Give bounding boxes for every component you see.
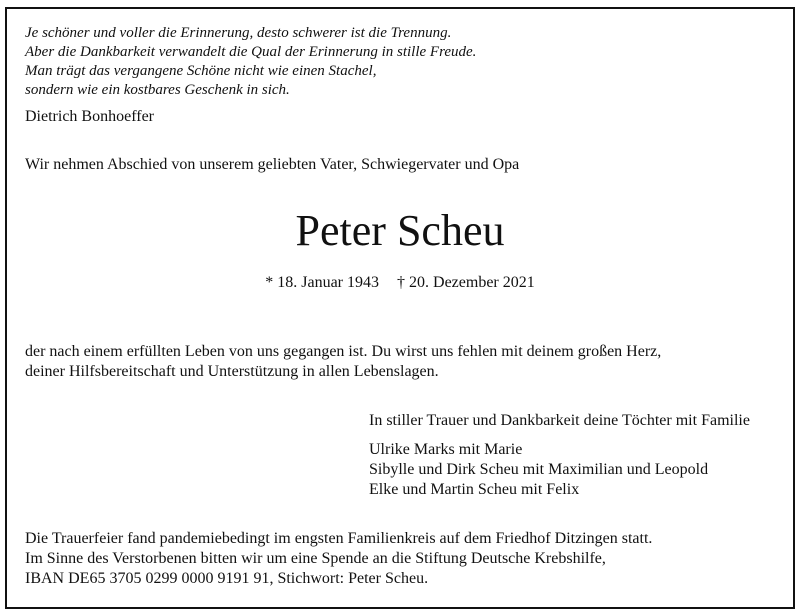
life-dates — [0, 275, 800, 291]
death-date: † 20. Dezember 2021 — [397, 274, 535, 291]
quote-line-1: Je schöner und voller die Erinnerung, desto schwerer ist die Trennung. — [25, 25, 452, 41]
family-member: Sibylle und Dirk Scheu mit Maximilian und Leopold — [369, 461, 709, 478]
message-line-1: der nach einem erfüllten Leben von uns gegangen ist. Du wirst uns fehlen mit deinem großen Herz, — [25, 343, 662, 360]
deceased-name: Peter Scheu — [295, 206, 505, 255]
family-heading: In stiller Trauer und Dankbarkeit deine Töchter mit Familie — [369, 412, 750, 429]
footer-line-1: Die Trauerfeier fand pandemiebedingt im engsten Familienkreis auf dem Friedhof Ditzingen statt. — [25, 530, 653, 547]
quote-line-2: Aber die Dankbarkeit verwandelt die Qual der Erinnerung in stille Freude. — [25, 44, 477, 60]
intro-text: Wir nehmen Abschied von unserem geliebten Vater, Schwiegervater und Opa — [25, 156, 520, 173]
birth-date: * 18. Januar 1943 — [265, 274, 380, 291]
footer-line-2: Im Sinne des Verstorbenen bitten wir um eine Spende an die Stiftung Deutsche Krebshilfe, — [25, 550, 606, 567]
quote-line-4: sondern wie ein kostbares Geschenk in sich. — [25, 82, 290, 98]
footer-line-3: IBAN DE65 3705 0299 0000 9191 91, Stichwort: Peter Scheu. — [25, 570, 429, 587]
message-line-2: deiner Hilfsbereitschaft und Unterstützung in allen Lebenslagen. — [25, 363, 439, 380]
family-member: Elke und Martin Scheu mit Felix — [369, 481, 580, 498]
quote-author: Dietrich Bonhoeffer — [25, 108, 154, 125]
quote-line-3: Man trägt das vergangene Schöne nicht wie einen Stachel, — [25, 63, 377, 79]
family-member: Ulrike Marks mit Marie — [369, 441, 523, 458]
